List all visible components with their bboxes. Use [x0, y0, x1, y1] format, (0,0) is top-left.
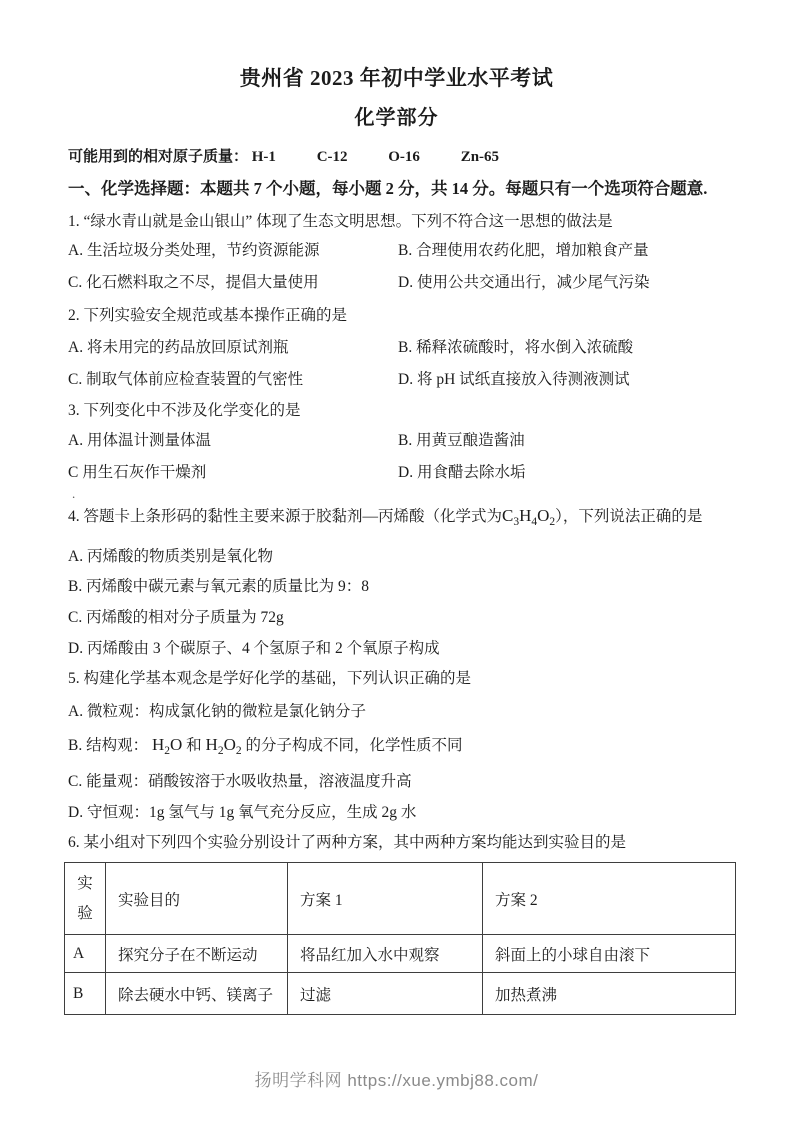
experiment-table — [64, 862, 736, 1015]
section-heading: 一、化学选择题：本题共 7 个小题，每小题 2 分，共 14 分。每题只有一个选项符合题意. — [68, 179, 708, 198]
table-header-plan1: 方案 1 — [288, 863, 483, 935]
atomic-mass-item: Zn-65 — [460, 149, 500, 165]
question-2-option-a: A. 将未用完的药品放回原试剂瓶 — [68, 339, 289, 356]
exam-title: 贵州省 2023 年初中学业水平考试 — [239, 66, 554, 90]
stray-print-mark: . — [72, 486, 76, 501]
question-2-options-row-2 — [68, 369, 737, 390]
table-cell-row-id: A — [65, 935, 106, 973]
atomic-mass-item: H-1 — [251, 149, 276, 165]
table-cell-purpose: 探究分子在不断运动 — [106, 935, 288, 973]
table-cell-row-id: B — [65, 973, 106, 1015]
question-5-option-a: A. 微粒观：构成氯化钠的微粒是氯化钠分子 — [68, 703, 366, 720]
table-cell-plan2: 加热煮沸 — [483, 973, 736, 1015]
table-header-experiment: 实验 — [65, 863, 106, 935]
atomic-mass-label: 可能用到的相对原子质量： — [68, 149, 249, 165]
question-4-option-d: D. 丙烯酸由 3 个碳原子、4 个氢原子和 2 个氧原子构成 — [68, 640, 440, 657]
table-header-plan2: 方案 2 — [483, 863, 736, 935]
question-1-stem: 1. “绿水青山就是金山银山” 体现了生态文明思想。下列不符合这一思想的做法是 — [68, 213, 613, 230]
table-header-row — [65, 863, 736, 935]
question-4-option-a: A. 丙烯酸的物质类别是氧化物 — [68, 548, 273, 565]
question-4-stem: 4. 答题卡上条形码的黏性主要来源于胶黏剂—丙烯酸（化学式为$C_3H_4O_2$），下列说法正确的是 — [68, 506, 703, 529]
question-1-option-c: C. 化石燃料取之不尽，提倡大量使用 — [68, 274, 319, 291]
table-header-purpose: 实验目的 — [106, 863, 288, 935]
watermark-footer: 扬明学科网 https://xue.ymbj88.com/ — [254, 1071, 539, 1090]
question-1-options-row-2 — [68, 272, 737, 293]
question-3-option-a: A. 用体温计测量体温 — [68, 432, 211, 449]
question-3-stem: 3. 下列变化中不涉及化学变化的是 — [68, 402, 301, 419]
question-1-option-a: A. 生活垃圾分类处理，节约资源能源 — [68, 242, 320, 259]
question-3-option-d: D. 用食醋去除水垢 — [398, 464, 526, 481]
question-3-option-b: B. 用黄豆酿造酱油 — [398, 432, 525, 449]
question-1-option-b: B. 合理使用农药化肥，增加粮食产量 — [398, 242, 649, 259]
atomic-mass-line — [68, 147, 737, 168]
table-cell-plan1: 将品红加入水中观察 — [288, 935, 483, 973]
atomic-mass-item: O-16 — [388, 149, 420, 165]
question-5-option-d: D. 守恒观：1g 氢气与 1g 氧气充分反应，生成 2g 水 — [68, 804, 417, 821]
exam-subtitle: 化学部分 — [354, 107, 439, 129]
table-row — [65, 973, 736, 1015]
question-1-option-d: D. 使用公共交通出行，减少尾气污染 — [398, 274, 650, 291]
question-2-option-c: C. 制取气体前应检查装置的气密性 — [68, 371, 304, 388]
question-3-option-c: C 用生石灰作干燥剂 — [68, 464, 207, 481]
table-cell-purpose: 除去硬水中钙、镁离子 — [106, 973, 288, 1015]
question-1-options-row-1 — [68, 240, 737, 261]
question-2-option-b: B. 稀释浓硫酸时，将水倒入浓硫酸 — [398, 339, 634, 356]
question-5-option-b: B. 结构观： $H_2O$ 和 $H_2O_2$ 的分子构成不同，化学性质不同 — [68, 735, 463, 758]
question-4-option-b: B. 丙烯酸中碳元素与氧元素的质量比为 9：8 — [68, 578, 369, 595]
question-5-stem: 5. 构建化学基本观念是学好化学的基础，下列认识正确的是 — [68, 670, 472, 687]
question-6-stem: 6. 某小组对下列四个实验分别设计了两种方案，其中两种方案均能达到实验目的是 — [68, 834, 627, 851]
question-2-option-d: D. 将 pH 试纸直接放入待测液测试 — [398, 371, 630, 388]
question-4-option-c: C. 丙烯酸的相对分子质量为 72g — [68, 609, 284, 626]
table-cell-plan1: 过滤 — [288, 973, 483, 1015]
atomic-mass-item: C-12 — [316, 149, 348, 165]
table-row — [65, 935, 736, 973]
question-3-options-row-1 — [68, 430, 737, 451]
table-cell-plan2: 斜面上的小球自由滚下 — [483, 935, 736, 973]
question-2-stem: 2. 下列实验安全规范或基本操作正确的是 — [68, 307, 348, 324]
question-3-options-row-2 — [68, 462, 737, 483]
question-2-options-row-1 — [68, 337, 737, 358]
question-5-option-c: C. 能量观：硝酸铵溶于水吸收热量，溶液温度升高 — [68, 773, 412, 790]
